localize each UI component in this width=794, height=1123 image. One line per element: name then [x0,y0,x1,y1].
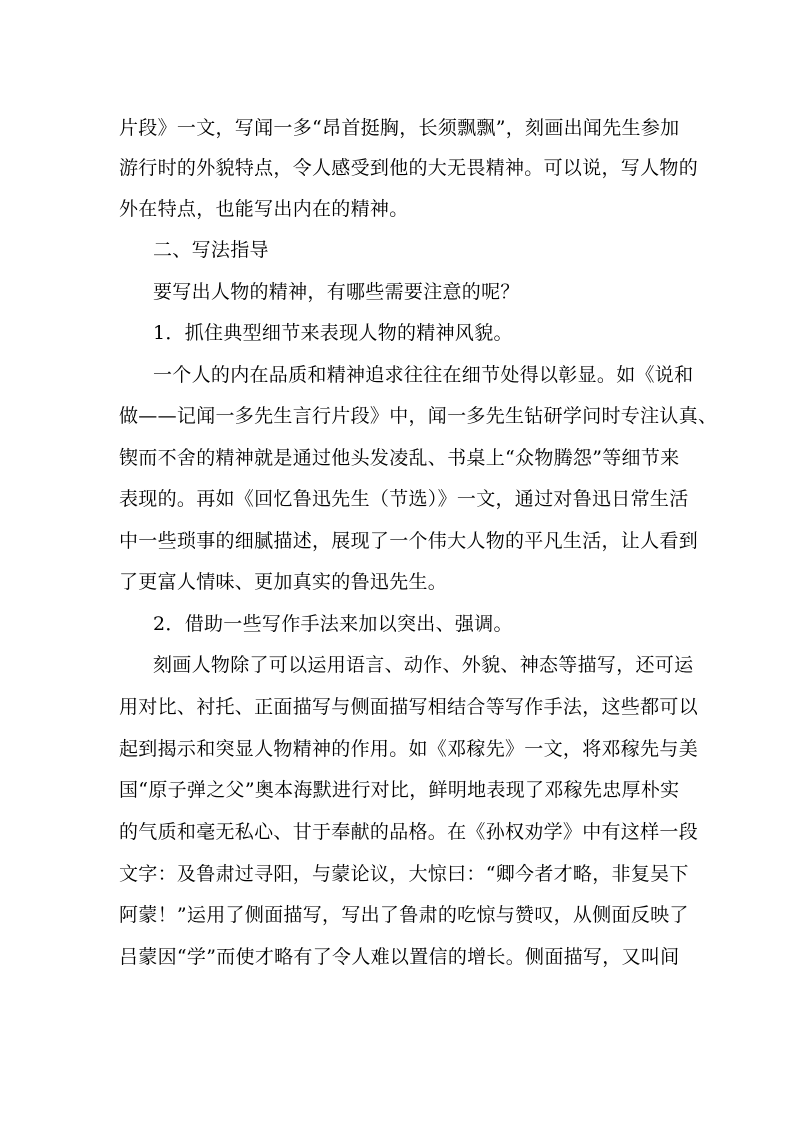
numbered-heading: 2．借助一些写作手法来加以突出、强调。 [153,613,513,635]
text-line: 表现的。再如《回忆鲁迅先生（节选）》一文，通过对鲁迅日常生活 [119,488,689,510]
text-line: 阿蒙！”运用了侧面描写，写出了鲁肃的吃惊与赞叹，从侧面反映了 [119,904,689,926]
text-line: 做——记闻一多先生言行片段》中，闻一多先生钻研学问时专注认真、 [119,405,718,427]
numbered-heading: 1．抓住典型细节来表现人物的精神风貌。 [153,322,513,344]
text-line: 外在特点，也能写出内在的精神。 [119,198,409,220]
text-line: 锲而不舍的精神就是通过他头发凌乱、书桌上“众物腾怨”等细节来 [119,447,680,469]
text-line: 中一些琐事的细腻描述，展现了一个伟大人物的平凡生活，让人看到 [119,530,699,552]
text-line: 文字：及鲁肃过寻阳，与蒙论议，大惊曰：“卿今者才略，非复吴下 [119,863,689,885]
text-line: 国“原子弹之父”奥本海默进行对比，鲜明地表现了邓稼先忠厚朴实 [119,779,680,801]
paragraph-line: 刻画人物除了可以运用语言、动作、外貌、神态等描写，还可运 [153,654,694,676]
paragraph-line: 一个人的内在品质和精神追求往往在细节处得以彰显。如《说和 [153,364,694,386]
text-line: 用对比、衬托、正面描写与侧面描写相结合等写作手法，这些都可以 [119,696,699,718]
text-line: 游行时的外貌特点，令人感受到他的大无畏精神。可以说，写人物的 [119,157,699,179]
section-heading: 二、写法指导 [153,239,269,261]
text-line: 了更富人情味、更加真实的鲁迅先生。 [119,571,448,593]
paragraph-line: 要写出人物的精神，有哪些需要注意的呢？ [153,281,520,303]
text-line: 片段》一文，写闻一多“昂首挺胸，长须飘飘”，刻画出闻先生参加 [119,117,680,139]
text-line: 的气质和毫无私心、甘于奉献的品格。在《孙权劝学》中有这样一段 [119,821,699,843]
text-line: 吕蒙因“学”而使才略有了令人难以置信的增长。侧面描写，又叫间 [119,946,680,968]
text-line: 起到揭示和突显人物精神的作用。如《邓稼先》一文，将邓稼先与美 [119,738,699,760]
